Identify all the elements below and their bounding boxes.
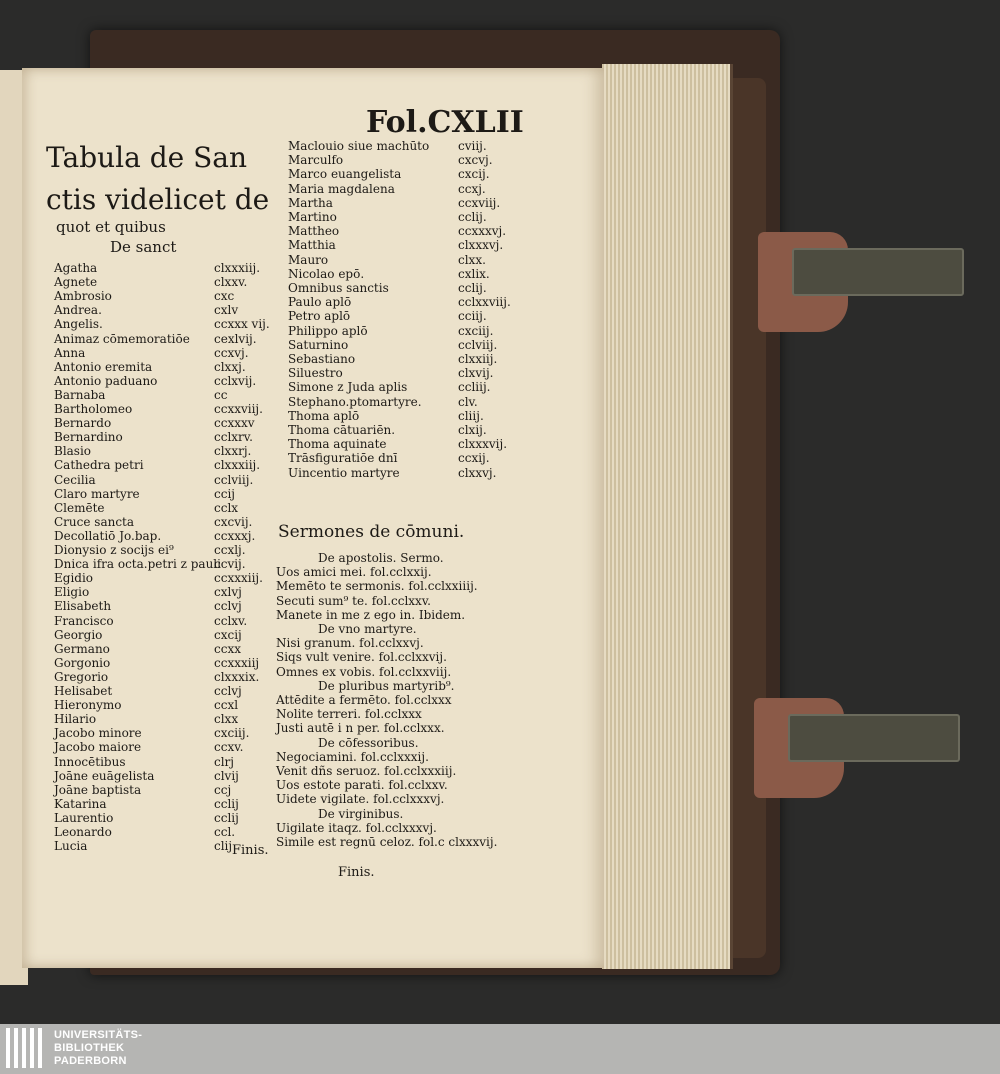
entry-folio: ccxlj. <box>214 543 246 557</box>
entry-name: Bernardo <box>54 416 112 431</box>
entry-folio: cclij <box>214 796 239 811</box>
entry-folio: cclij. <box>458 210 487 224</box>
entry-folio: ccl. <box>214 825 236 839</box>
library-name-line-3: PADERBORN <box>54 1055 127 1067</box>
entry-name: Nicolao epō. <box>288 266 365 281</box>
entry-name: Martha <box>288 195 333 210</box>
entry-name: Francisco <box>54 613 114 628</box>
library-logo-icon <box>6 1028 46 1068</box>
entry-folio: cxlv <box>214 303 239 318</box>
entry-name: Simone z Juda aplis <box>288 380 408 395</box>
entry-folio: ccxv. <box>214 740 244 755</box>
entry-folio: clxij. <box>458 423 487 437</box>
sermon-section-heading: De vno martyre. <box>318 622 417 636</box>
entry-folio: ccxij. <box>458 451 490 466</box>
entry-name: Trāsfiguratiōe dnī <box>288 451 398 466</box>
entry-folio: cviij. <box>458 139 487 153</box>
entry-name: Egidio <box>54 571 94 586</box>
entry-name: Siluestro <box>288 366 343 381</box>
entry-name: Bernardino <box>54 430 123 445</box>
entry-name: Animaz cōmemoratiōe <box>54 331 190 346</box>
footer-bar <box>0 1024 1000 1074</box>
entry-name: Angelis. <box>54 317 103 332</box>
entry-name: Marculfo <box>288 153 344 168</box>
entry-folio: cxcvj. <box>458 153 493 168</box>
entry-name: Germano <box>54 641 110 656</box>
entry-folio: ccxxxiij <box>214 655 260 670</box>
entry-folio: ccxxxvj. <box>458 224 507 239</box>
entry-folio: cclx <box>214 500 239 515</box>
entry-name: Barnaba <box>54 387 106 402</box>
entry-name: Eligio <box>54 585 90 600</box>
entry-folio: cclij <box>214 810 239 825</box>
entry-folio: cexlvij. <box>214 331 257 346</box>
entry-name: Gorgonio <box>54 655 111 670</box>
sermon-entry: Venit dñs seruoz. fol.cclxxxiij. <box>276 764 457 778</box>
entry-name: Antonio eremita <box>54 359 153 374</box>
entry-name: Thoma aplō <box>288 408 360 423</box>
entry-folio: clv. <box>458 394 478 409</box>
entry-name: Marco euangelista <box>288 167 402 182</box>
entry-folio: cxcvij. <box>214 514 253 529</box>
entry-folio: cxlix. <box>458 266 490 281</box>
entry-name: Dionysio z socijs ei⁹ <box>54 543 174 557</box>
clasp-metal <box>792 248 964 296</box>
entry-name: Mauro <box>288 252 329 267</box>
entry-name: Georgio <box>54 627 103 642</box>
entry-name: Petro aplō <box>288 309 351 324</box>
entry-folio: ccxx <box>214 641 241 656</box>
sermon-section-heading: De pluribus martyrib⁹. <box>318 678 455 693</box>
entry-folio: ccliij. <box>458 380 491 395</box>
entry-name: Leonardo <box>54 825 112 839</box>
sermon-entry: Simile est regnū celoz. fol.c clxxxvij. <box>276 835 498 849</box>
clasp-metal <box>788 714 960 762</box>
entry-name: Joāne euāgelista <box>54 768 155 783</box>
entry-name: Cathedra petri <box>54 458 144 473</box>
sermon-entry: Omnes ex vobis. fol.cclxxviij. <box>276 664 452 679</box>
entry-folio: ccxxx vij. <box>214 317 270 332</box>
entry-name: Hieronymo <box>54 698 122 713</box>
sermon-entry: Nisi granum. fol.cclxxvj. <box>276 636 424 651</box>
library-name <box>54 1029 142 1068</box>
entry-name: Blasio <box>54 444 92 459</box>
entry-folio: ccxxxj. <box>214 528 256 543</box>
entry-name: Dnica ifra octa.petri z pauli <box>54 557 221 572</box>
entry-folio: clxxxiij. <box>214 458 261 473</box>
sermones-finis: Finis. <box>338 865 375 880</box>
entry-folio: cclxxviij. <box>458 295 511 310</box>
entry-folio: cclxvij. <box>214 373 257 388</box>
entry-folio: ccxl <box>214 698 239 713</box>
entry-folio: cclvj <box>214 599 242 614</box>
sermon-section-heading: De apostolis. Sermo. <box>318 551 444 565</box>
entry-name: Bartholomeo <box>54 402 133 416</box>
entry-folio: cxcij. <box>458 167 490 182</box>
entry-name: Decollatiō Jo.bap. <box>54 528 162 543</box>
entry-folio: ccxj. <box>458 181 486 196</box>
entry-folio: clxxxvj. <box>458 238 504 253</box>
entry-name: Cruce sancta <box>54 514 135 529</box>
entry-name: Martino <box>288 210 337 224</box>
entry-name: Joāne baptista <box>54 782 142 797</box>
lower-clasp <box>754 698 954 766</box>
entry-folio: clxxrj. <box>214 444 252 459</box>
col1-finis: Finis. <box>232 843 269 858</box>
sermones-heading: Sermones de cōmuni. <box>278 522 465 542</box>
entry-name: Innocētibus <box>54 754 126 769</box>
entry-name: Agnete <box>54 275 98 290</box>
entry-folio: ccxxxiij. <box>214 571 263 586</box>
entry-name: Paulo aplō <box>288 295 352 310</box>
entry-folio: cciij. <box>458 309 487 324</box>
sermon-entry: Uidete vigilate. fol.cclxxxvj. <box>276 792 445 807</box>
sermon-entry: Negociamini. fol.cclxxxij. <box>276 749 429 764</box>
entry-folio: clrj <box>214 754 235 769</box>
entry-folio: clxxvj. <box>458 465 497 480</box>
sermon-entry: Justi autē i n per. fol.cclxxx. <box>276 721 445 736</box>
book <box>0 30 780 990</box>
entry-name: Saturnino <box>288 337 349 352</box>
entry-folio: cxc <box>214 289 235 304</box>
book-fore-edge-binding <box>730 78 766 958</box>
entry-folio: clvij <box>214 768 239 783</box>
sermon-section-heading: De virginibus. <box>318 806 404 821</box>
sermon-entry: Uos estote parati. fol.cclxxv. <box>276 778 448 793</box>
entry-folio: ccxvj. <box>214 345 249 360</box>
entry-folio: cclxv. <box>214 613 248 628</box>
entry-name: Hilario <box>54 712 97 727</box>
entry-folio: ccxxxv <box>214 416 255 431</box>
sermon-section-heading: De cōfessoribus. <box>318 735 419 750</box>
entry-name: Laurentio <box>54 810 114 825</box>
sermon-entry: Siqs vult venire. fol.cclxxvij. <box>276 650 447 665</box>
entry-folio: ccvij. <box>214 557 246 572</box>
upper-clasp <box>758 232 958 300</box>
entry-folio: cliij. <box>458 408 484 423</box>
entry-name: Uincentio martyre <box>288 465 400 480</box>
entry-folio: clxx. <box>458 252 486 267</box>
entry-name: Ambrosio <box>54 289 112 304</box>
entry-name: Gregorio <box>54 669 109 684</box>
entry-folio: cclviij. <box>214 472 254 487</box>
entry-name: Claro martyre <box>54 486 140 501</box>
entry-folio: cclxrv. <box>214 430 253 445</box>
entry-folio: ccj <box>214 782 232 797</box>
library-name-line-1: UNIVERSITÄTS- <box>54 1029 143 1041</box>
page-edges <box>602 64 733 969</box>
entry-name: Sebastiano <box>288 352 356 366</box>
entry-folio: cxlvj <box>214 585 242 600</box>
entry-folio: clxxv. <box>214 275 248 290</box>
entry-folio: clxvij. <box>458 366 494 381</box>
sermon-entry: Uos amici mei. fol.cclxxij. <box>276 565 432 580</box>
entry-name: Maclouio siue machūto <box>288 139 430 153</box>
entry-folio: clxxxiij. <box>214 261 261 275</box>
entry-folio: clij <box>214 839 233 854</box>
entry-name: Cecilia <box>54 472 96 487</box>
entry-name: Clemēte <box>54 500 105 515</box>
entry-name: Omnibus sanctis <box>288 281 389 295</box>
sermon-entry: Uigilate itaqz. fol.cclxxxvj. <box>276 820 437 835</box>
sermon-entry: Memēto te sermonis. fol.cclxxiiij. <box>276 579 478 594</box>
entry-name: Helisabet <box>54 684 113 698</box>
entry-name: Mattheo <box>288 224 340 239</box>
entry-folio: ccxviij. <box>458 195 501 210</box>
entry-folio: cxciij. <box>214 726 250 741</box>
library-name-line-2: BIBLIOTHEK <box>54 1042 125 1054</box>
title-line-4: De sanct <box>110 238 177 256</box>
entry-folio: ccxxviij. <box>214 402 263 416</box>
sermon-entry: Manete in me z ego in. Ibidem. <box>276 607 466 622</box>
sermon-entry: Secuti sum⁹ te. fol.cclxxv. <box>276 593 431 608</box>
entry-name: Maria magdalena <box>288 181 395 196</box>
entry-name: Andrea. <box>54 303 102 318</box>
entry-folio: cc <box>214 387 228 402</box>
sermon-entry: Nolite terreri. fol.cclxxx <box>276 707 422 722</box>
entry-name: Thoma cātuariēn. <box>288 423 396 437</box>
printed-page <box>22 68 604 968</box>
entry-name: Jacobo maiore <box>54 740 142 755</box>
entry-folio: clxxj. <box>214 359 246 374</box>
entry-folio: clxxiij. <box>458 352 498 366</box>
entry-folio: cclvj <box>214 684 242 698</box>
title-line-2: ctis videlicet de <box>46 183 270 216</box>
entry-name: Stephano.ptomartyre. <box>288 394 422 409</box>
entry-folio: clxxxvij. <box>458 437 508 452</box>
entry-name: Lucia <box>54 839 88 854</box>
title-line-3: quot et quibus <box>56 218 166 236</box>
folio-number: Fol.CXLII <box>366 105 524 140</box>
entry-folio: cclviij. <box>458 337 498 352</box>
entry-name: Thoma aquinate <box>288 437 387 452</box>
entry-name: Jacobo minore <box>54 726 142 741</box>
entry-folio: clxx <box>214 712 239 727</box>
entry-name: Philippo aplō <box>288 323 368 338</box>
entry-folio: cxciij. <box>458 323 494 338</box>
entry-name: Antonio paduano <box>54 373 158 388</box>
title-line-1: Tabula de San <box>46 141 248 174</box>
entry-name: Katarina <box>54 796 107 811</box>
sermon-entry: Attēdite a fermēto. fol.cclxxx <box>276 693 452 707</box>
entry-folio: cclij. <box>458 281 487 295</box>
entry-name: Anna <box>54 345 86 360</box>
entry-folio: cxcij <box>214 627 242 642</box>
entry-name: Matthia <box>288 238 336 253</box>
entry-folio: ccij <box>214 486 235 501</box>
entry-name: Agatha <box>54 261 98 275</box>
entry-folio: clxxxix. <box>214 669 260 684</box>
entry-name: Elisabeth <box>54 599 112 614</box>
